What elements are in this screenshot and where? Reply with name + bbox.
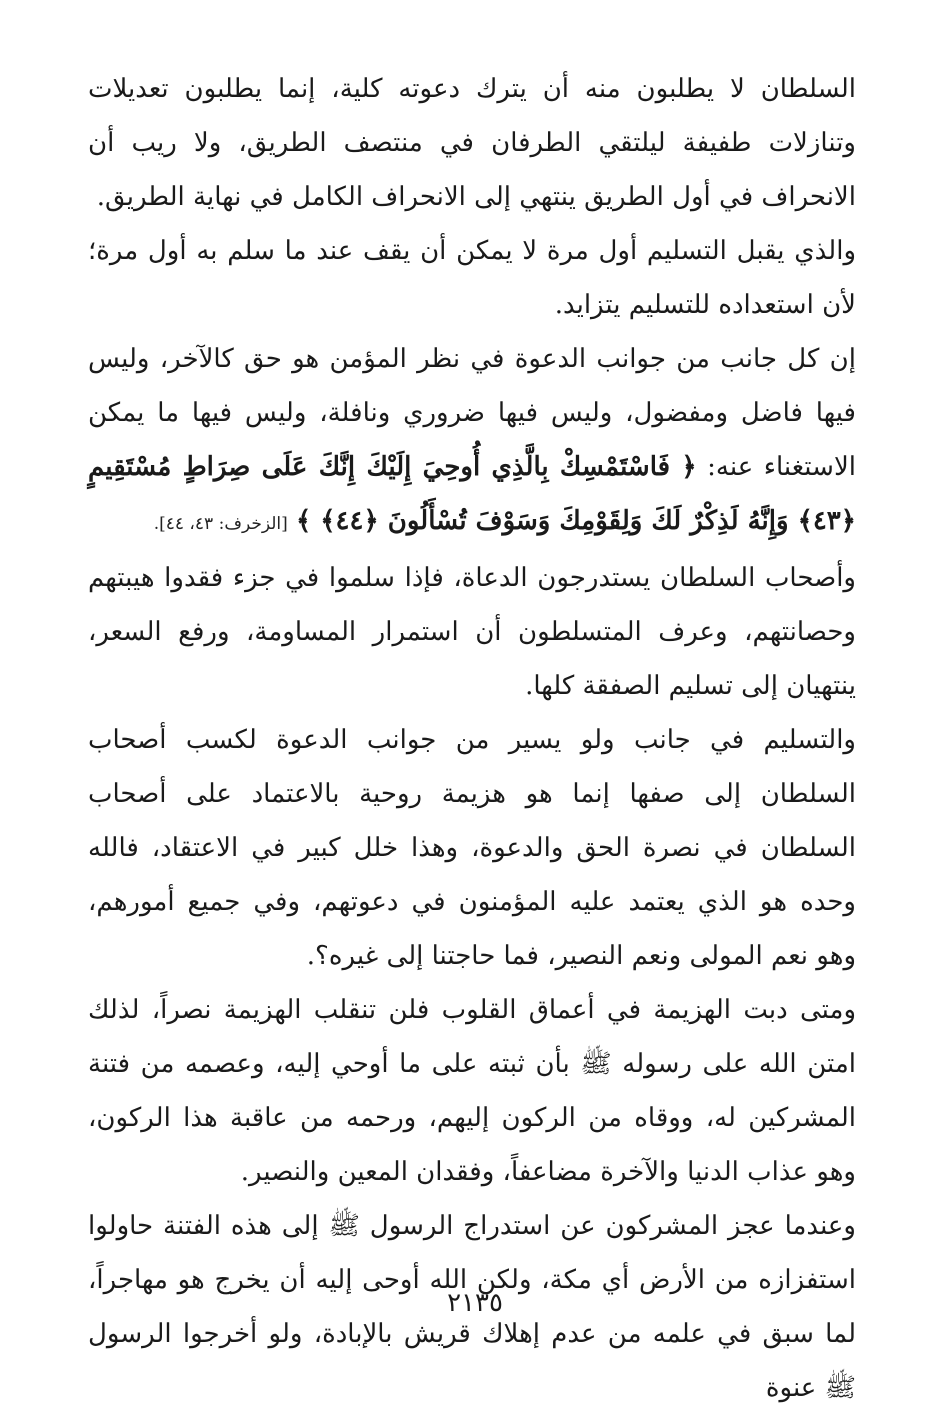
quran-intro: إن كل جانب من جوانب الدعوة في نظر المؤمن هو حق كالآخر، وليس فيها فاضل ومفضول، وليس فيها ضروري ونافلة، وليس فيها ما يمكن الاستغناء عنه:: [88, 344, 856, 482]
quran-citation: [الزخرف: ٤٣، ٤٤].: [153, 514, 288, 534]
page-number: ٢١٣٥: [447, 1288, 503, 1318]
paragraph-4: وأصحاب السلطان يستدرجون الدعاة، فإذا سلموا في جزء فقدوا هيبتهم وحصانتهم، وعرف المتسلطون أن استمرار المساومة، ورفع السعر، ينتهيان إلى تسليم الصفقة كلها.: [88, 563, 856, 701]
paragraph-quran: [88, 332, 856, 551]
body-text: [88, 62, 856, 1415]
paragraph-2: والذي يقبل التسليم أول مرة لا يمكن أن يقف عند ما سلم به أول مرة؛ لأن استعداده للتسليم يتزايد.: [88, 236, 856, 320]
paragraph-5: والتسليم في جانب ولو يسير من جوانب الدعوة لكسب أصحاب السلطان إلى صفها إنما هو هزيمة روحية بالاعتماد على أصحاب السلطان في نصرة الحق والدعوة، وهذا خلل كبير في الاعتقاد، فالله وحده هو الذي يعتمد عليه المؤمنون في دعوتهم، وفي جميع أمورهم، وهو نعم المولى ونعم النصير، فما حاجتنا إلى غيره؟.: [88, 725, 856, 971]
quran-verse: ﴿ فَاسْتَمْسِكْ بِالَّذِي أُوحِيَ إِلَيْكَ إِنَّكَ عَلَى صِرَاطٍ مُسْتَقِيمٍ ﴿٤٣﴾ وَإِنَّهُ لَذِكْرٌ لَكَ وَلِقَوْمِكَ وَسَوْفَ تُسْأَلُونَ ﴿٤٤﴾ ﴾: [88, 452, 856, 536]
paragraph-6: ومتى دبت الهزيمة في أعماق القلوب فلن تنقلب الهزيمة نصراً، لذلك امتن الله على رسوله ﷺ بأن ثبته على ما أوحي إليه، وعصمه من فتنة المشركين له، ووقاه من الركون إليهم، ورحمه من عاقبة هذا الركون، وهو عذاب الدنيا والآخرة مضاعفاً، وفقدان المعين والنصير.: [88, 995, 856, 1187]
paragraph-7: وعندما عجز المشركون عن استدراج الرسول ﷺ إلى هذه الفتنة حاولوا استفزازه من الأرض أي مكة، ولكن الله أوحى إليه أن يخرج هو مهاجراً، لما سبق في علمه من عدم إهلاك قريش بالإبادة، ولو أخرجوا الرسول ﷺ عنوة: [88, 1211, 856, 1403]
paragraph-1: السلطان لا يطلبون منه أن يترك دعوته كلية، إنما يطلبون تعديلات وتنازلات طفيفة ليلتقي الطرفان في منتصف الطريق، ولا ريب أن الانحراف في أول الطريق ينتهي إلى الانحراف الكامل في نهاية الطريق.: [88, 74, 856, 212]
